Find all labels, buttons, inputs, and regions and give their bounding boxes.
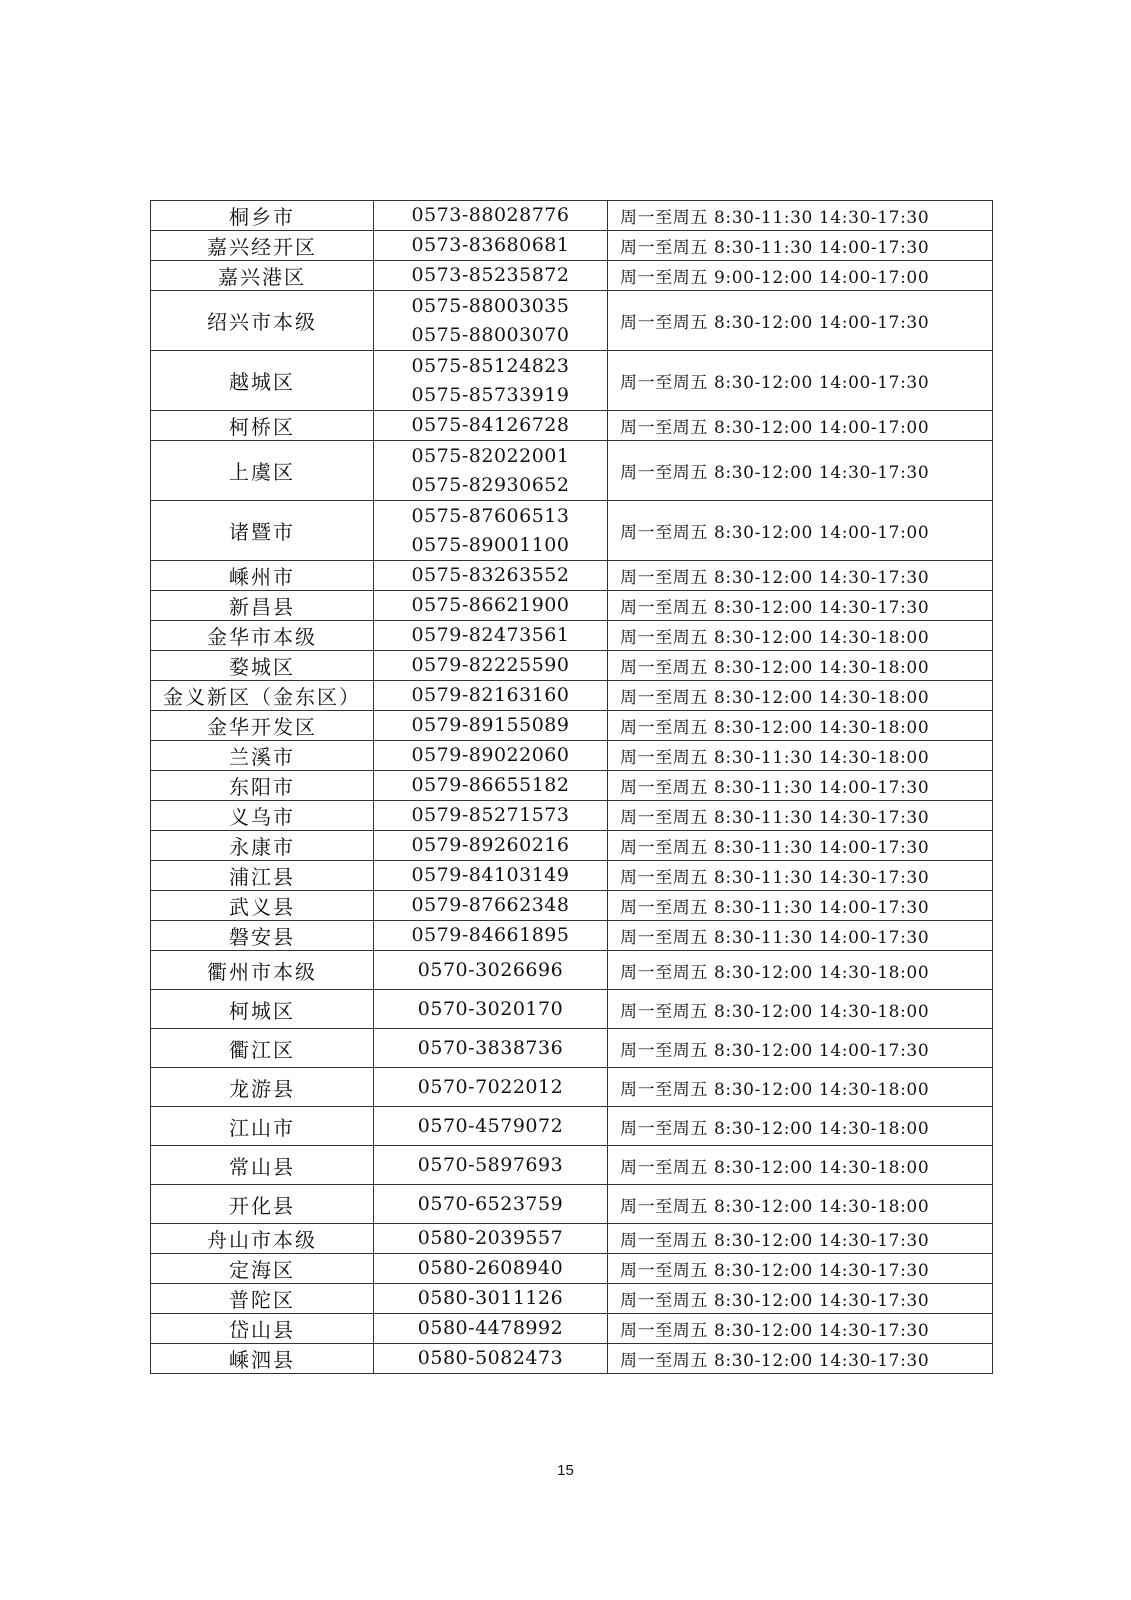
hours-cell: 周一至周五 8:30-12:00 14:30-18:00: [608, 1107, 993, 1146]
phone-number: 0575-83263552: [411, 564, 570, 586]
table-row: [151, 951, 993, 990]
hours-cell: 周一至周五 8:30-12:00 14:00-17:00: [608, 501, 993, 561]
table-row: [151, 1146, 993, 1185]
phone-cell: [374, 1224, 608, 1254]
area-cell: 普陀区: [151, 1284, 374, 1314]
phone-number: 0570-6523759: [417, 1192, 564, 1215]
phone-cell: [374, 351, 608, 411]
table-row: [151, 591, 993, 621]
phone-cell: [374, 831, 608, 861]
area-cell: 开化县: [151, 1185, 374, 1224]
table-row: [151, 891, 993, 921]
phone-number: 0570-4579072: [417, 1114, 564, 1137]
area-cell: 衢江区: [151, 1029, 374, 1068]
phone-cell: [374, 501, 608, 561]
table-body: [151, 201, 993, 1374]
area-cell: 岱山县: [151, 1314, 374, 1344]
hours-cell: 周一至周五 8:30-11:30 14:00-17:30: [608, 831, 993, 861]
area-cell: 浦江县: [151, 861, 374, 891]
hours-cell: 周一至周五 8:30-12:00 14:00-17:00: [608, 411, 993, 441]
phone-cell: [374, 1068, 608, 1107]
area-cell: 金华开发区: [151, 711, 374, 741]
table-row: [151, 561, 993, 591]
phone-number: 0570-7022012: [417, 1075, 564, 1098]
table-row: [151, 351, 993, 411]
phone-number: 0570-3020170: [417, 997, 564, 1020]
phone-number: 0579-82225590: [411, 654, 570, 676]
area-cell: 嘉兴港区: [151, 261, 374, 291]
phone-number: 0580-5082473: [417, 1347, 564, 1369]
phone-cell: [374, 681, 608, 711]
hours-cell: 周一至周五 8:30-12:00 14:30-17:30: [608, 1284, 993, 1314]
hours-cell: 周一至周五 8:30-12:00 14:30-17:30: [608, 1344, 993, 1374]
phone-number: 0579-82163160: [411, 684, 570, 706]
hours-cell: 周一至周五 8:30-12:00 14:30-18:00: [608, 621, 993, 651]
hours-cell: 周一至周五 8:30-11:30 14:00-17:30: [608, 891, 993, 921]
phone-cell: [374, 741, 608, 771]
hours-cell: 周一至周五 8:30-12:00 14:30-17:30: [608, 591, 993, 621]
hours-cell: 周一至周五 9:00-12:00 14:00-17:00: [608, 261, 993, 291]
area-cell: 兰溪市: [151, 741, 374, 771]
phone-number: 0575-89001100: [411, 533, 570, 556]
phone-number: 0575-86621900: [411, 594, 570, 616]
phone-number: 0570-3026696: [417, 958, 564, 981]
table-row: [151, 231, 993, 261]
phone-cell: [374, 1254, 608, 1284]
phone-number: 0580-2608940: [417, 1257, 564, 1279]
area-cell: 柯城区: [151, 990, 374, 1029]
table-row: [151, 681, 993, 711]
hours-cell: 周一至周五 8:30-11:30 14:30-17:30: [608, 201, 993, 231]
area-cell: 上虞区: [151, 441, 374, 501]
area-cell: 常山县: [151, 1146, 374, 1185]
contact-table: [150, 200, 993, 1374]
phone-number: 0573-83680681: [411, 234, 570, 256]
phone-cell: [374, 951, 608, 990]
hours-cell: 周一至周五 8:30-12:00 14:30-18:00: [608, 1068, 993, 1107]
phone-cell: [374, 1284, 608, 1314]
area-cell: 柯桥区: [151, 411, 374, 441]
phone-number: 0575-87606513: [411, 504, 570, 527]
hours-cell: 周一至周五 8:30-12:00 14:30-17:30: [608, 1254, 993, 1284]
area-cell: 诸暨市: [151, 501, 374, 561]
hours-cell: 周一至周五 8:30-12:00 14:30-18:00: [608, 651, 993, 681]
phone-cell: [374, 291, 608, 351]
phone-number: 0579-89155089: [411, 714, 570, 736]
area-cell: 金义新区（金东区）: [151, 681, 374, 711]
phone-number: 0580-2039557: [417, 1227, 564, 1249]
hours-cell: 周一至周五 8:30-12:00 14:30-17:30: [608, 441, 993, 501]
phone-cell: [374, 801, 608, 831]
phone-number: 0573-88028776: [411, 204, 570, 226]
phone-cell: [374, 711, 608, 741]
area-cell: 东阳市: [151, 771, 374, 801]
table-row: [151, 1185, 993, 1224]
area-cell: 江山市: [151, 1107, 374, 1146]
hours-cell: 周一至周五 8:30-12:00 14:30-17:30: [608, 561, 993, 591]
hours-cell: 周一至周五 8:30-12:00 14:30-18:00: [608, 711, 993, 741]
phone-number: 0575-82022001: [411, 444, 570, 467]
hours-cell: 周一至周五 8:30-12:00 14:30-17:30: [608, 1224, 993, 1254]
phone-cell: [374, 1314, 608, 1344]
area-cell: 桐乡市: [151, 201, 374, 231]
hours-cell: 周一至周五 8:30-11:30 14:30-17:30: [608, 861, 993, 891]
phone-cell: [374, 1185, 608, 1224]
phone-cell: [374, 591, 608, 621]
phone-cell: [374, 990, 608, 1029]
phone-number: 0575-88003035: [411, 294, 570, 317]
table-row: [151, 990, 993, 1029]
phone-cell: [374, 1146, 608, 1185]
phone-number: 0579-86655182: [411, 774, 570, 796]
area-cell: 磐安县: [151, 921, 374, 951]
table-row: [151, 1314, 993, 1344]
table-row: [151, 1284, 993, 1314]
table-row: [151, 1344, 993, 1374]
phone-cell: [374, 621, 608, 651]
area-cell: 舟山市本级: [151, 1224, 374, 1254]
table-row: [151, 801, 993, 831]
phone-number: 0575-85733919: [411, 383, 570, 406]
phone-number: 0575-88003070: [411, 323, 570, 346]
phone-cell: [374, 921, 608, 951]
hours-cell: 周一至周五 8:30-12:00 14:30-18:00: [608, 1185, 993, 1224]
hours-cell: 周一至周五 8:30-11:30 14:30-18:00: [608, 741, 993, 771]
area-cell: 婺城区: [151, 651, 374, 681]
phone-number: 0570-5897693: [417, 1153, 564, 1176]
phone-number: 0579-85271573: [411, 804, 570, 826]
area-cell: 衢州市本级: [151, 951, 374, 990]
area-cell: 嘉兴经开区: [151, 231, 374, 261]
area-cell: 嵊泗县: [151, 1344, 374, 1374]
hours-cell: 周一至周五 8:30-12:00 14:30-18:00: [608, 951, 993, 990]
table-row: [151, 621, 993, 651]
phone-number: 0570-3838736: [417, 1036, 564, 1059]
phone-number: 0580-4478992: [417, 1317, 564, 1339]
table-row: [151, 291, 993, 351]
table-row: [151, 501, 993, 561]
hours-cell: 周一至周五 8:30-11:30 14:00-17:30: [608, 231, 993, 261]
phone-cell: [374, 561, 608, 591]
table-row: [151, 1254, 993, 1284]
hours-cell: 周一至周五 8:30-11:30 14:00-17:30: [608, 771, 993, 801]
area-cell: 龙游县: [151, 1068, 374, 1107]
table-row: [151, 651, 993, 681]
area-cell: 越城区: [151, 351, 374, 411]
table-row: [151, 921, 993, 951]
phone-cell: [374, 201, 608, 231]
phone-number: 0579-82473561: [411, 624, 570, 646]
phone-number: 0575-82930652: [411, 473, 570, 496]
area-cell: 永康市: [151, 831, 374, 861]
table-row: [151, 1029, 993, 1068]
phone-number: 0579-89022060: [411, 744, 570, 766]
phone-cell: [374, 1107, 608, 1146]
phone-number: 0579-87662348: [411, 894, 570, 916]
phone-number: 0575-84126728: [411, 414, 570, 436]
phone-number: 0579-84661895: [411, 924, 570, 946]
phone-cell: [374, 411, 608, 441]
phone-number: 0573-85235872: [411, 264, 570, 286]
phone-cell: [374, 891, 608, 921]
area-cell: 定海区: [151, 1254, 374, 1284]
hours-cell: 周一至周五 8:30-12:00 14:30-18:00: [608, 681, 993, 711]
table-row: [151, 771, 993, 801]
table-row: [151, 1224, 993, 1254]
phone-cell: [374, 261, 608, 291]
phone-cell: [374, 1344, 608, 1374]
table-row: [151, 441, 993, 501]
phone-number: 0580-3011126: [417, 1287, 564, 1309]
hours-cell: 周一至周五 8:30-12:00 14:30-17:30: [608, 1314, 993, 1344]
phone-number: 0579-84103149: [411, 864, 570, 886]
phone-cell: [374, 441, 608, 501]
phone-number: 0579-89260216: [411, 834, 570, 856]
hours-cell: 周一至周五 8:30-12:00 14:30-18:00: [608, 990, 993, 1029]
phone-cell: [374, 861, 608, 891]
area-cell: 义乌市: [151, 801, 374, 831]
page-number: 15: [557, 1462, 574, 1479]
table-row: [151, 861, 993, 891]
area-cell: 武义县: [151, 891, 374, 921]
area-cell: 绍兴市本级: [151, 291, 374, 351]
area-cell: 嵊州市: [151, 561, 374, 591]
phone-cell: [374, 1029, 608, 1068]
table-row: [151, 1068, 993, 1107]
table-row: [151, 831, 993, 861]
hours-cell: 周一至周五 8:30-12:00 14:00-17:30: [608, 291, 993, 351]
phone-cell: [374, 771, 608, 801]
table-row: [151, 1107, 993, 1146]
hours-cell: 周一至周五 8:30-11:30 14:30-17:30: [608, 801, 993, 831]
hours-cell: 周一至周五 8:30-12:00 14:30-18:00: [608, 1146, 993, 1185]
table-row: [151, 711, 993, 741]
table-row: [151, 411, 993, 441]
table-row: [151, 741, 993, 771]
hours-cell: 周一至周五 8:30-12:00 14:00-17:30: [608, 1029, 993, 1068]
hours-cell: 周一至周五 8:30-12:00 14:00-17:30: [608, 351, 993, 411]
phone-number: 0575-85124823: [411, 354, 570, 377]
phone-cell: [374, 651, 608, 681]
phone-cell: [374, 231, 608, 261]
table-row: [151, 201, 993, 231]
area-cell: 新昌县: [151, 591, 374, 621]
area-cell: 金华市本级: [151, 621, 374, 651]
table-row: [151, 261, 993, 291]
hours-cell: 周一至周五 8:30-11:30 14:00-17:30: [608, 921, 993, 951]
